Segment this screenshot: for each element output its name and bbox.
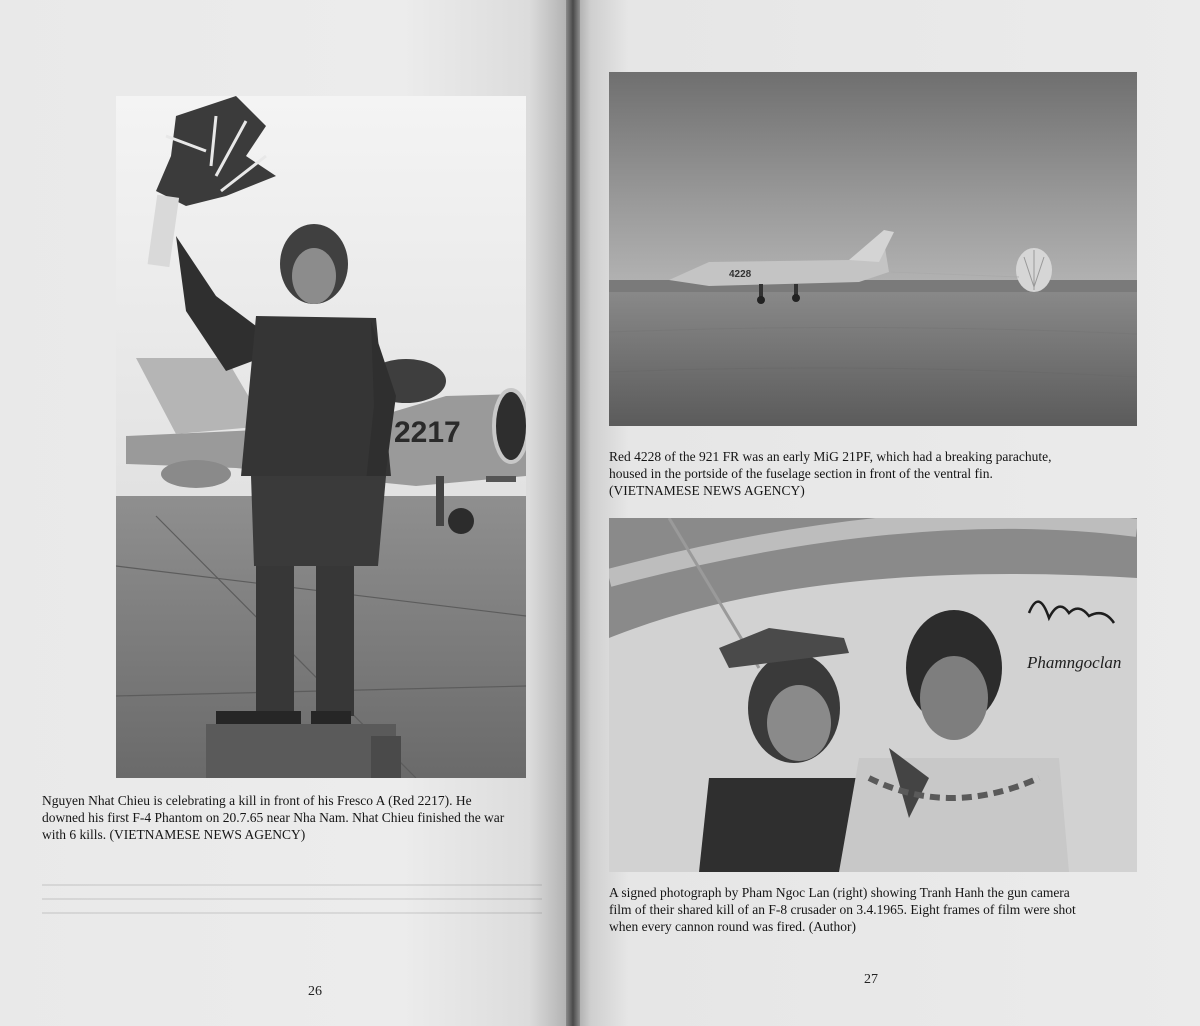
left-caption <box>42 792 544 843</box>
right-page-number: 27 <box>864 972 878 987</box>
show-through-text <box>42 872 542 932</box>
bottom-caption <box>609 884 1137 935</box>
top-caption-line-1: Red 4228 of the 921 FR was an early MiG 21PF, which had a breaking parachute, <box>609 449 1052 464</box>
top-caption <box>609 448 1137 499</box>
signature-text: Phamngoclan <box>1027 653 1122 672</box>
left-page <box>0 0 575 1026</box>
left-caption-line-2: downed his first F-4 Phantom on 20.7.65 near Nha Nam. Nhat Chieu finished the war <box>42 810 505 825</box>
left-page-number: 26 <box>308 984 322 999</box>
book-gutter <box>566 0 580 1026</box>
right-page <box>572 0 1200 1026</box>
left-caption-line-3: with 6 kills. (VIETNAMESE NEWS AGENCY) <box>42 827 306 842</box>
signed-photo <box>609 518 1137 872</box>
signed-photo-image <box>609 518 1137 872</box>
bottom-caption-line-3: when every cannon round was fired. (Author) <box>609 919 857 934</box>
bottom-caption-line-2: film of their shared kill of an F-8 crusader on 3.4.1965. Eight frames of film were shot <box>609 902 1076 917</box>
pilot-photo-image <box>116 96 526 778</box>
top-caption-line-2: housed in the portside of the fuselage section in front of the ventral fin. <box>609 466 993 481</box>
mig21-photo-image <box>609 72 1137 426</box>
bottom-caption-line-1: A signed photograph by Pham Ngoc Lan (right) showing Tranh Hanh the gun camera <box>609 885 1070 900</box>
top-caption-line-3: (VIETNAMESE NEWS AGENCY) <box>609 483 805 498</box>
mig21-number: 4228 <box>729 269 752 280</box>
mig21-photo <box>609 72 1137 426</box>
pilot-photo <box>116 96 526 778</box>
left-caption-line-1: Nguyen Nhat Chieu is celebrating a kill in front of his Fresco A (Red 2217). He <box>42 793 472 808</box>
aircraft-number: 2217 <box>394 416 461 449</box>
